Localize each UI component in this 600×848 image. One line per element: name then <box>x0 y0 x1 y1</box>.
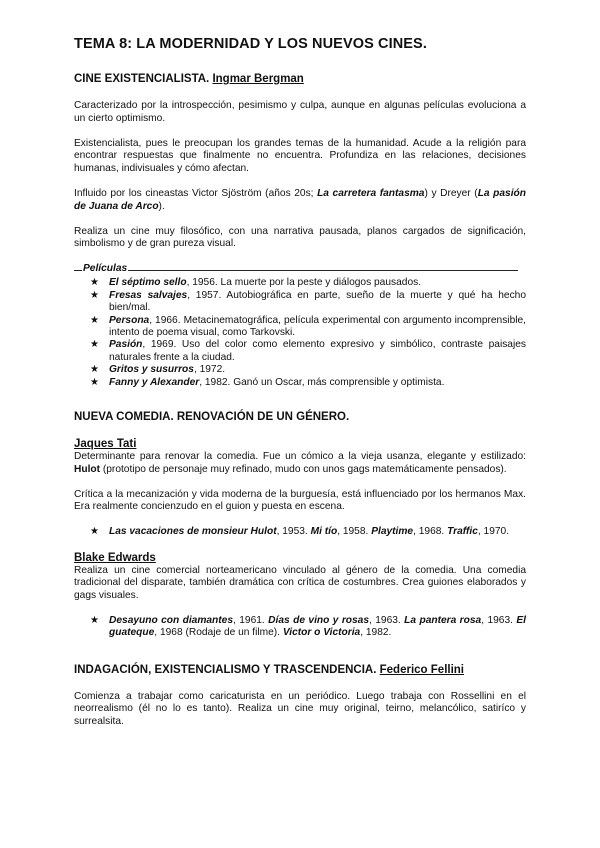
section-heading-comedy: NUEVA COMEDIA. RENOVACIÓN DE UN GÉNERO. <box>74 411 350 423</box>
film-title: Gritos y susurros <box>109 364 194 376</box>
star-icon: ★ <box>90 526 99 538</box>
star-icon: ★ <box>90 289 99 301</box>
star-icon: ★ <box>90 376 99 388</box>
star-icon: ★ <box>90 314 99 326</box>
text-run: , 1958. <box>337 526 372 538</box>
film-description: , 1969. Uso del color como elemento expresivo y simbólico, contraste paisajes naturales frente a la ciudad. <box>109 339 526 363</box>
film-title: Días de vino y rosas <box>268 615 370 627</box>
text-run: ). <box>158 200 165 212</box>
film-description: , 1957. Autobiográfica en parte, sueño de la muerte y qué ha hecho bien/mal. <box>109 289 526 314</box>
text-run: , 1968 (Rodaje de un filme). <box>154 627 283 639</box>
character-name: Hulot <box>74 463 101 475</box>
film-title: El séptimo sello <box>109 277 187 289</box>
text-run: ) y Dreyer ( <box>424 187 478 199</box>
film-title: La pasión de Juana de Arco <box>74 187 526 212</box>
director-name-bergman: Ingmar Bergman <box>212 73 304 85</box>
paragraph: Crítica a la mecanización y vida moderna de la burguesía, está influenciado por los hermanos Max. Era realmente concienzudo en el guion y puesta en escena. <box>74 488 526 513</box>
paragraph <box>74 188 526 213</box>
film-description: , 1972. <box>193 364 226 376</box>
star-icon: ★ <box>90 615 99 627</box>
film-title: Victor o Victoria <box>282 627 361 639</box>
film-list <box>74 526 526 538</box>
document-title: TEMA 8: LA MODERNIDAD Y LOS NUEVOS CINES. <box>74 36 427 52</box>
film-title: Playtime <box>371 526 414 538</box>
film-title: Fresas salvajes <box>109 289 188 301</box>
film-title: Traffic <box>447 526 478 538</box>
text-run: , 1968. <box>413 526 448 538</box>
film-title: Fanny y Alexander <box>109 376 200 388</box>
section-heading-text: CINE EXISTENCIALISTA. <box>74 73 213 85</box>
film-title: Mi tío <box>310 526 338 538</box>
paragraph <box>74 451 526 476</box>
film-description: , 1982. Ganó un Oscar, más comprensible y optimista. <box>199 376 445 388</box>
films-label: Películas <box>83 263 128 275</box>
text-run: , 1963. <box>369 615 405 627</box>
director-name-tati: Jaques Tati <box>74 438 137 450</box>
film-description: , 1956. La muerte por la peste y diálogos pausados. <box>186 277 422 289</box>
text-run: , 1963. <box>481 615 517 627</box>
divider-line <box>74 270 518 271</box>
paragraph: Existencialista, pues le preocupan los grandes temas de la humanidad. Acude a la religión para encontrar respuestas que finalmente no encuentra. Profundiza en las relaciones, decisiones humanas, indivisuales y cómo afectan. <box>74 137 526 174</box>
list-item <box>90 364 526 376</box>
film-title: La carretera fantasma <box>317 187 425 199</box>
paragraph: Comienza a trabajar como caricaturista en un periódico. Luego trabaja con Rossellini en el neorrealismo (él no lo es tanto). Realiza un cine muy original, teirno, melancólico, satiríco y surrealsita. <box>74 690 526 728</box>
film-list <box>74 615 526 640</box>
text-run: Determinante para renovar la comedia. Fue un cómico a la vieja usanza, elegante y estilizado: <box>74 451 526 462</box>
list-item <box>90 615 526 640</box>
star-icon: ★ <box>90 339 99 351</box>
list-item <box>90 377 526 389</box>
section-heading-fellini <box>74 664 526 676</box>
list-item <box>90 526 526 538</box>
film-title: La pantera rosa <box>404 615 482 627</box>
star-icon: ★ <box>90 364 99 376</box>
text-run: , 1953. <box>276 526 311 538</box>
text-run: , 1982. <box>360 627 392 639</box>
section-heading-text: INDAGACIÓN, EXISTENCIALISMO Y TRASCENDENCIA. <box>74 663 380 676</box>
text-run: , 1970. <box>477 526 510 538</box>
director-name-fellini: Federico Fellini <box>379 663 464 676</box>
film-title: Las vacaciones de monsieur Hulot <box>109 526 277 538</box>
film-title: Pasión <box>109 339 143 351</box>
paragraph: Caracterizado por la introspección, pesimismo y culpa, aunque en algunas películas evoluciona a un cierto optimismo. <box>74 100 526 124</box>
film-description: , 1966. Metacinematográfica, película experimental con argumento incomprensible, intento de poema visual, como Tarkovski. <box>109 314 526 338</box>
film-title: Persona <box>109 314 150 326</box>
paragraph: Realiza un cine comercial norteamericano vinculado al género de la comedia. Una comedia tradicional del disparate, también dramática con crítica de costumbres. Crea guiones elaborados y gags visuales. <box>74 564 526 601</box>
list-item <box>90 290 526 315</box>
film-list <box>74 277 526 389</box>
films-divider <box>74 263 526 276</box>
text-run: Influido por los cineastas Victor Sjöström (años 20s; <box>74 187 318 199</box>
list-item <box>90 277 526 289</box>
section-heading-bergman <box>74 73 526 85</box>
director-name-edwards: Blake Edwards <box>74 551 156 564</box>
text-run: (prototipo de personaje muy refinado, mudo con unos gags matemáticamente pensados). <box>100 463 507 475</box>
paragraph: Realiza un cine muy filosófico, con una narrativa pausada, planos cargados de significación, simbolismo y de gran pureza visual. <box>74 225 526 250</box>
text-run: , 1961. <box>233 615 269 627</box>
list-item <box>90 339 526 364</box>
star-icon: ★ <box>90 277 99 289</box>
film-title: El guateque <box>109 615 526 639</box>
list-item <box>90 315 526 340</box>
film-title: Desayuno con diamantes <box>109 615 234 627</box>
